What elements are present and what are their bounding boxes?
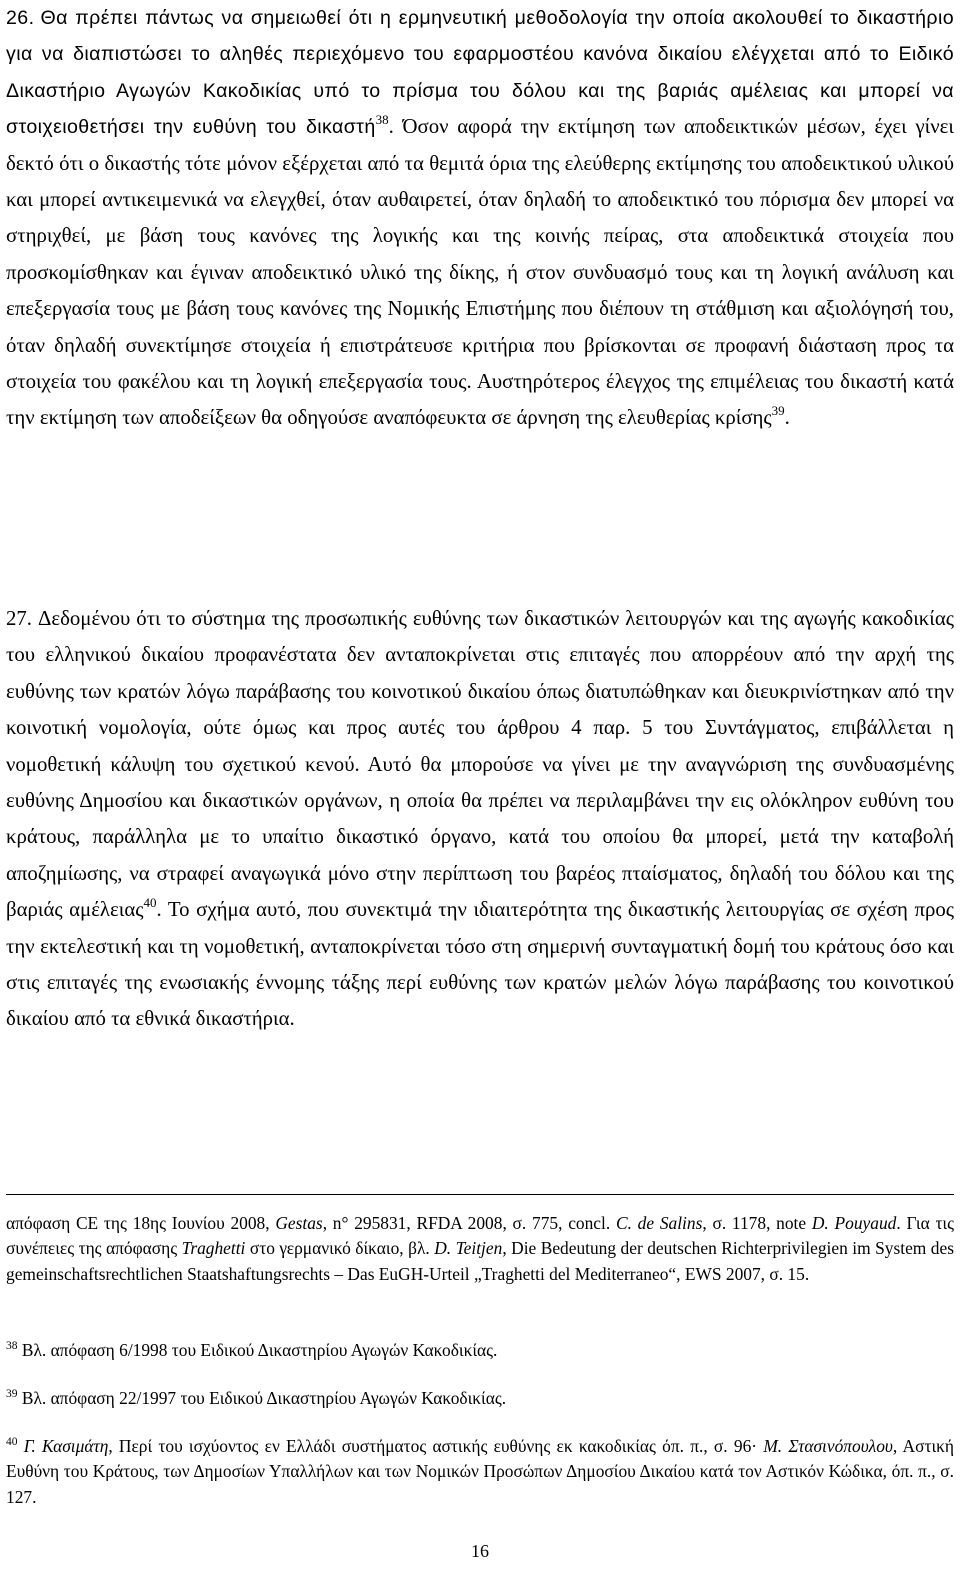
paragraph-27 bbox=[6, 601, 954, 1038]
fn-author: D. Teitjen bbox=[434, 1238, 503, 1259]
fn-text: , Die Bedeutung der deutschen Richterprivilegien im System des gemeinschaftsrechtlichen Staatshaftungsrechts – Das EuGH-Urteil „Traghetti del Mediterraneo“, EWS 2007, σ. 15. bbox=[6, 1238, 954, 1284]
fn-text: Βλ. απόφαση 22/1997 του Ειδικού Δικαστηρίου Αγωγών Κακοδικίας. bbox=[17, 1388, 507, 1408]
footnote-separator bbox=[6, 1194, 954, 1195]
footnote-number: 39 bbox=[6, 1388, 18, 1400]
fn-text: Βλ. απόφαση 6/1998 του Ειδικού Δικαστηρίου Αγωγών Κακοδικίας. bbox=[17, 1340, 498, 1360]
paragraph-27-text-a: Δεδομένου ότι το σύστημα της προσωπικής ευθύνης των δικαστικών λειτουργών και της αγωγής κακοδικίας του ελληνικού δικαίου προφανέστατα δεν ανταποκρίνεται στις επιταγές που απορρέουν από την αρχή της ευθύνης των κρατών λόγω παράβασης του κοινοτικού δικαίου όπως διατυπώθηκαν και διευκρινίστηκαν από την κοινοτική νομολογία, ούτε όμως και προς αυτές του άρθρου 4 παρ. 5 του Συντάγματος, επιβάλλεται η νομοθετική κάλυψη του σχετικού κενού. Αυτό θα μπορούσε να γίνει με την αναγνώριση της συνδυασμένης ευθύνης Δημοσίου και δικαστικών οργάνων, η οποία θα πρέπει να περιλαμβάνει την εις ολόκληρον ευθύνη του κράτους, παράλληλα με το υπαίτιο δικαστικό όργανο, κατά του οποίου θα μπορεί, μετά την καταβολή αποζημίωσης, να στραφεί αναγωγικά μόνο στην περίπτωση του βαρέος πταίσματος, δηλαδή του δόλου και της βαριάς αμέλειας bbox=[6, 607, 954, 922]
page-number: 16 bbox=[471, 1541, 489, 1561]
footnote-40 bbox=[6, 1434, 954, 1510]
fn-author: D. Pouyaud bbox=[811, 1213, 897, 1233]
paragraph-26-end: . bbox=[784, 406, 790, 430]
fn-text: στο γερμανικό δίκαιο, βλ. bbox=[245, 1238, 435, 1259]
fn-text: . Για τις συνέπειες της απόφασης bbox=[6, 1213, 954, 1259]
footnote-number: 38 bbox=[6, 1340, 18, 1352]
fn-text: , n° 295831, RFDA 2008, σ. 775, concl. bbox=[322, 1213, 616, 1233]
footnote-38 bbox=[6, 1338, 954, 1363]
fn-text: , Περί του ισχύοντος εν Ελλάδι συστήματος αστικής ευθύνης εκ κακοδικίας όπ. π., σ. 96· bbox=[108, 1436, 764, 1456]
fn-author: C. de Salins bbox=[615, 1213, 703, 1233]
fn-author: Γ. Κασιμάτη bbox=[23, 1436, 109, 1456]
paragraph-number: 26. bbox=[6, 7, 35, 29]
footnote-ref-40[interactable]: 40 bbox=[143, 895, 157, 911]
paragraph-26-lead-text: Θα πρέπει πάντως να σημειωθεί ότι η ερμηνευτική μεθοδολογία την οποία ακολουθεί το δικαστήριο για να διαπιστώσει το αληθές περιεχόμενο του εφαρμοστέου κανόνα δικαίου ελέγχεται από το Ειδικό Δικαστήριο Αγωγών Κακοδικίας υπό το πρίσμα του δόλου και της βαριάς αμέλειας και μπορεί να στοιχειοθετήσει την ευθύνη του δικαστή bbox=[6, 7, 954, 139]
fn-text: , Αστική Ευθύνη του Κράτους, των Δημοσίων Υπαλλήλων και των Νομικών Προσώπων Δημοσίου Δικαίου κατά τον Αστικόν Κώδικα, όπ. π., σ. 127. bbox=[6, 1436, 954, 1507]
fn-text: , σ. 1178, note bbox=[702, 1213, 812, 1233]
footnote-number: 40 bbox=[6, 1436, 18, 1448]
footnote-ref-39[interactable]: 39 bbox=[771, 403, 785, 419]
paragraph-27-text-b: . Το σχήμα αυτό, που συνεκτιμά την ιδιαιτερότητα της δικαστικής λειτουργίας σε σχέση προς την εκτελεστική και τη νομοθετική, ανταποκρίνεται τόσο στη σημερινή συνταγματική δομή του κράτους όσο και στις επιταγές της ενωσιακής έννομης τάξης περί ευθύνης των κρατών μελών λόγω παράβασης του κοινοτικού δικαίου από τα εθνικά δικαστήρια. bbox=[6, 898, 954, 1031]
footnote-continuation bbox=[6, 1211, 954, 1287]
paragraph-number: 27. bbox=[6, 607, 32, 630]
paragraph-26-middle: . Όσον αφορά την εκτίμηση των αποδεικτικών μέσων, έχει γίνει δεκτό ότι ο δικαστής τότε μόνον εξέρχεται από τα θεμιτά όρια της ελεύθερης εκτίμησης του αποδεικτικού υλικού και μπορεί αντικειμενικά να ελεγχθεί, όταν αυθαιρετεί, όταν δηλαδή το αποδεικτικό του πόρισμα δεν μπορεί να στηριχθεί, με βάση τους κανόνες της λογικής και της κοινής πείρας, στα αποδεικτικά στοιχεία που προσκομίσθηκαν και έγιναν αποδεικτικό υλικό της δίκης, ή στον συνδυασμό τους και τη λογική ανάλυση και επεξεργασία τους με βάση τους κανόνες της Νομικής Επιστήμης που διέπουν τη στάθμιση και αξιολόγησή του, όταν δηλαδή συνεκτίμησε στοιχεία ή επιστράτευσε κριτήρια που βρίσκονται σε προφανή διάσταση προς τα στοιχεία του φακέλου και τη λογική επεξεργασία τους. Αυστηρότερος έλεγχος της επιμέλειας του δικαστή κατά την εκτίμηση των αποδείξεων θα οδηγούσε αναπόφευκτα σε άρνηση της ελευθερίας κρίσης bbox=[6, 115, 954, 430]
fn-case-name: Gestas bbox=[275, 1213, 323, 1233]
footnote-ref-38[interactable]: 38 bbox=[375, 112, 389, 128]
footnote-39 bbox=[6, 1386, 954, 1411]
fn-author: Μ. Στασινόπουλου bbox=[763, 1436, 893, 1456]
fn-case-name: Traghetti bbox=[181, 1238, 246, 1259]
paragraph-26 bbox=[6, 0, 954, 437]
fn-text: απόφαση CE της 18ης Ιουνίου 2008, bbox=[6, 1213, 276, 1233]
